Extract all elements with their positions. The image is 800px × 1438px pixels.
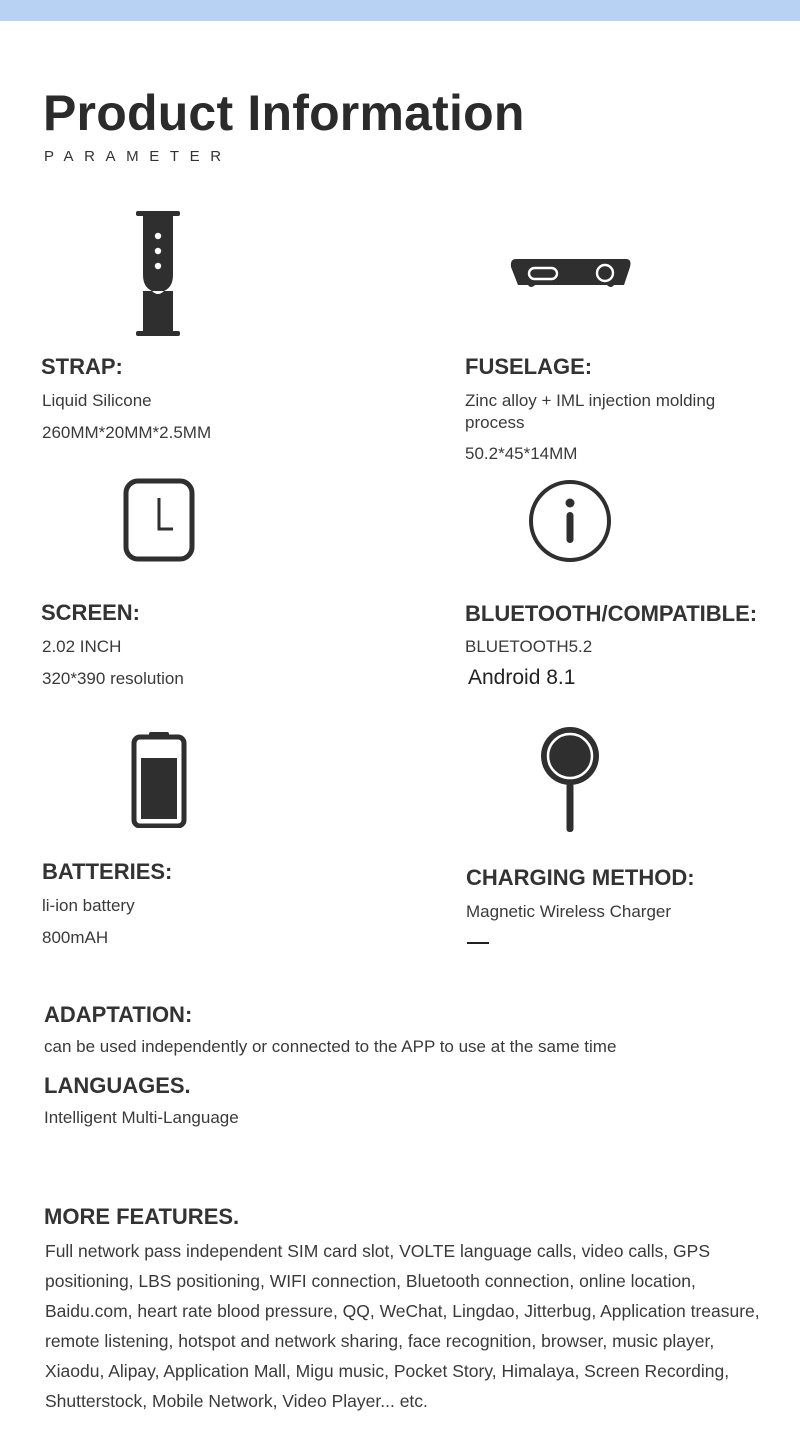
fuselage-material: Zinc alloy + IML injection molding process <box>465 391 716 432</box>
strap-material: Liquid Silicone <box>42 391 152 410</box>
adaptation-text: can be used independently or connected to the APP to use at the same time <box>44 1037 617 1056</box>
fuselage-label: FUSELAGE: <box>465 354 593 379</box>
adaptation-label: ADAPTATION: <box>44 1002 193 1027</box>
watch-strap-icon <box>136 211 182 337</box>
battery-capacity: 800mAH <box>42 928 109 947</box>
bluetooth-label: BLUETOOTH/COMPATIBLE: <box>465 601 758 626</box>
languages-text: Intelligent Multi-Language <box>44 1108 239 1127</box>
batteries-label: BATTERIES: <box>42 859 173 884</box>
page-title: Product Information <box>43 85 525 141</box>
charging-method: Magnetic Wireless Charger <box>466 902 672 921</box>
battery-type: li-ion battery <box>42 896 135 915</box>
dash-mark <box>467 942 489 944</box>
fuselage-size: 50.2*45*14MM <box>465 444 578 463</box>
screen-size: 2.02 INCH <box>42 637 122 656</box>
page-subtitle: PARAMETER <box>44 148 232 165</box>
watch-face-icon <box>123 478 195 562</box>
strap-size: 260MM*20MM*2.5MM <box>42 423 212 442</box>
bluetooth-version: BLUETOOTH5.2 <box>465 637 593 656</box>
info-icon <box>528 479 612 563</box>
charging-label: CHARGING METHOD: <box>466 865 695 890</box>
more-features-label: MORE FEATURES. <box>44 1204 240 1229</box>
compatible-os: Android 8.1 <box>468 666 576 689</box>
top-color-bar <box>0 0 800 21</box>
magnetic-charger-icon <box>539 725 601 833</box>
watch-body-icon <box>510 257 632 291</box>
languages-label: LANGUAGES. <box>44 1073 191 1098</box>
battery-icon <box>131 732 187 828</box>
more-features-text: Full network pass independent SIM card slot, VOLTE language calls, video calls, GPS positioning, LBS positioning, WIFI connection, Bluetooth connection, online location, Baidu.com, heart rate blood pressure, QQ, WeChat, Lingdao, Jitterbug, Application treasure, remote listening, hotspot and network sharing, face recognition, browser, music player, Xiaodu, Alipay, Application Mall, Migu music, Pocket Story, Himalaya, Screen Recording, Shutterstock, Mobile Network, Video Player... etc. <box>45 1241 760 1411</box>
screen-label: SCREEN: <box>41 600 141 625</box>
strap-label: STRAP: <box>41 354 123 379</box>
screen-resolution: 320*390 resolution <box>42 669 184 688</box>
